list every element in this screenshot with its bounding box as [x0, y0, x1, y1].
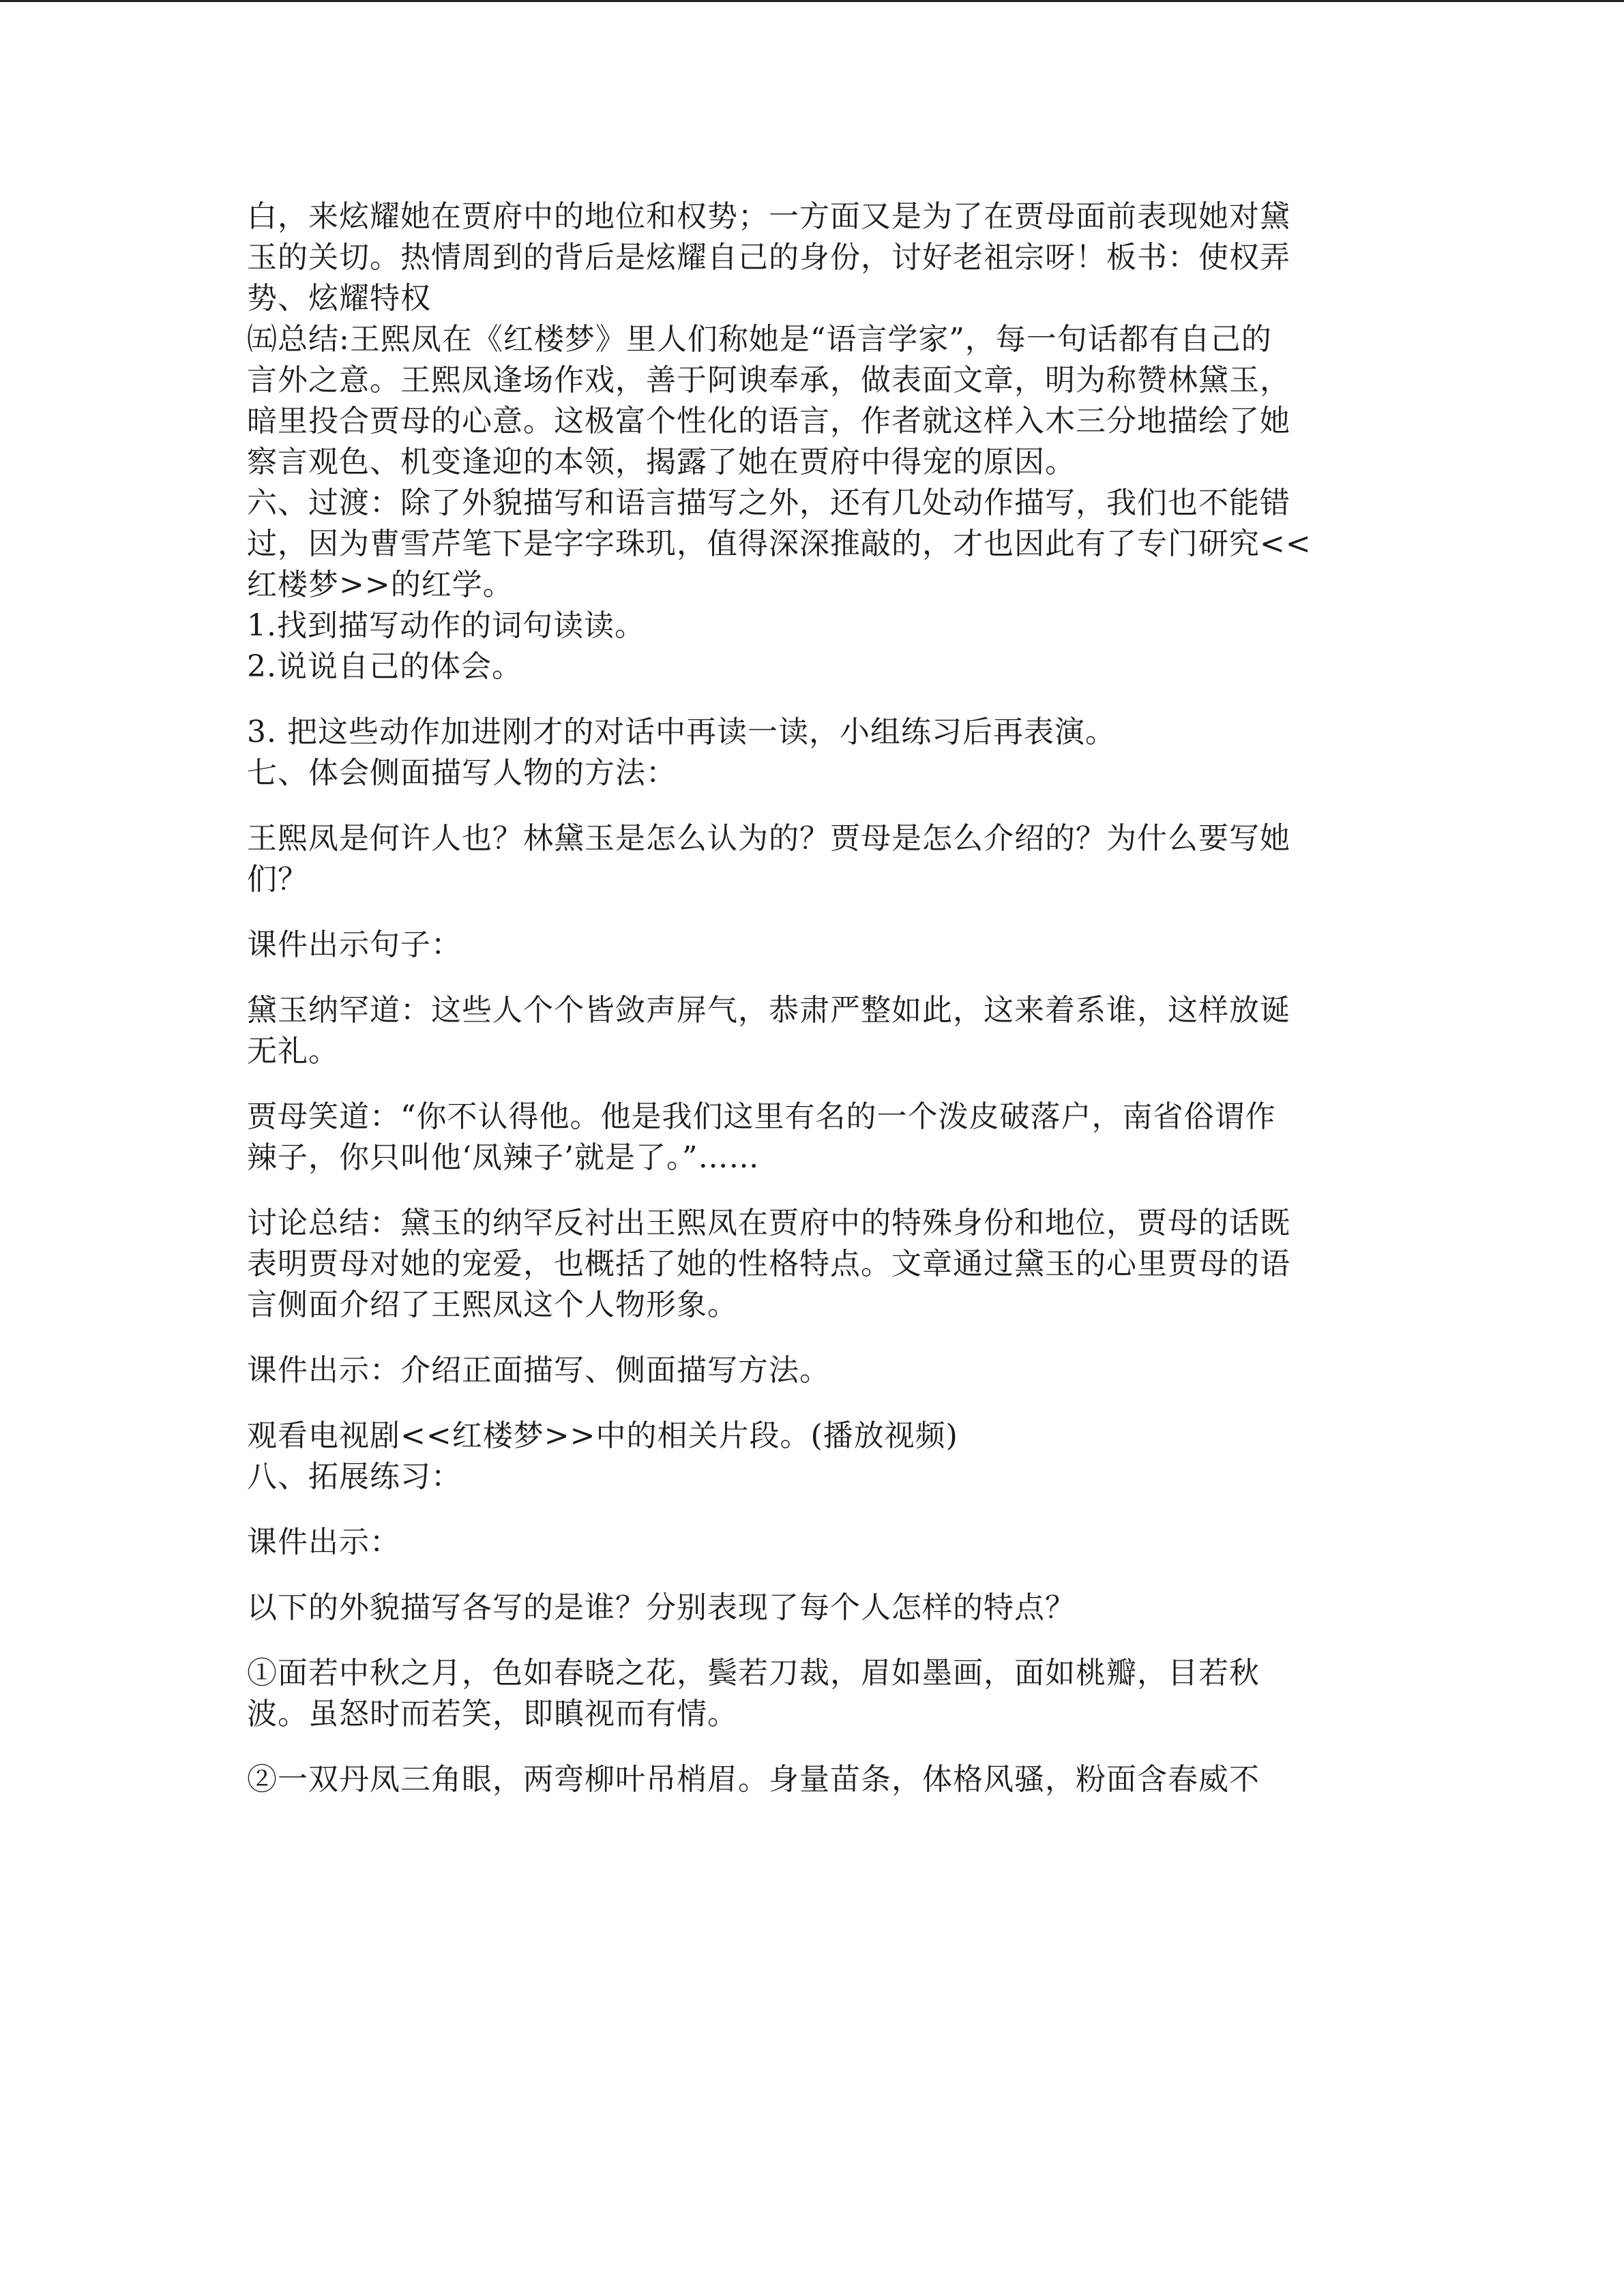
text-line: ㈤总结:王熙凤在《红楼梦》里人们称她是“语言学家”，每一句话都有自己的 — [247, 322, 1272, 357]
text-line: 王熙凤是何许人也？林黛玉是怎么认为的？贾母是怎么介绍的？为什么要写她 — [247, 821, 1290, 856]
text-line: 言侧面介绍了王熙凤这个人物形象。 — [247, 1287, 738, 1322]
text-line: 观看电视剧<<红楼梦>>中的相关片段。(播放视频) — [247, 1418, 958, 1453]
page-top-border — [0, 0, 1624, 2]
text-line: 波。虽怒时而若笑，即瞋视而有情。 — [247, 1697, 738, 1731]
text-line: 红楼梦>>的红学。 — [247, 567, 514, 602]
text-line: 辣子，你只叫他‘凤辣子’就是了。”…… — [247, 1140, 760, 1175]
text-line: 势、炫耀特权 — [247, 281, 431, 316]
text-line: 讨论总结：黛玉的纳罕反衬出王熙凤在贾府中的特殊身份和地位，贾母的话既 — [247, 1206, 1290, 1240]
list-item-3: 3. 把这些动作加进刚才的对话中再读一读，小组练习后再表演。 — [247, 715, 1116, 749]
text-line: 无礼。 — [247, 1034, 339, 1069]
text-line: 黛玉纳罕道：这些人个个皆敛声屏气，恭肃严整如此，这来着系谁，这样放诞 — [247, 993, 1290, 1028]
text-line: ①面若中秋之月，色如春晓之花，鬓若刀裁，眉如墨画，面如桃瓣，目若秋 — [247, 1656, 1260, 1690]
text-line: 表明贾母对她的宠爱，也概括了她的性格特点。文章通过黛玉的心里贾母的语 — [247, 1247, 1290, 1281]
text-line: 暗里投合贾母的心意。这极富个性化的语言，作者就这样入木三分地描绘了她 — [247, 404, 1290, 438]
text-line: 们？ — [247, 862, 308, 897]
text-line: 言外之意。王熙凤逢场作戏，善于阿谀奉承，做表面文章，明为称赞林黛玉， — [247, 363, 1290, 398]
text-line: 以下的外貌描写各写的是谁？分别表现了每个人怎样的特点？ — [247, 1590, 1076, 1625]
section-heading-6: 六、过渡：除了外貌描写和语言描写之外，还有几处动作描写，我们也不能错 — [247, 486, 1290, 520]
text-line: ②一双丹凤三角眼，两弯柳叶吊梢眉。身量苗条，体格风骚，粉面含春威不 — [247, 1762, 1260, 1797]
text-line: 贾母笑道：“你不认得他。他是我们这里有名的一个泼皮破落户，南省俗谓作 — [247, 1099, 1276, 1134]
text-line: 玉的关切。热情周到的背后是炫耀自己的身份，讨好老祖宗呀！板书：使权弄 — [247, 240, 1290, 275]
text-line: 察言观色、机变逢迎的本领，揭露了她在贾府中得宠的原因。 — [247, 445, 1076, 479]
text-line: 白，来炫耀她在贾府中的地位和权势；一方面又是为了在贾母面前表现她对黛 — [247, 199, 1290, 234]
text-line: 课件出示：介绍正面描写、侧面描写方法。 — [247, 1353, 830, 1388]
text-line: 课件出示： — [247, 1525, 400, 1560]
text-line: 过，因为曹雪芹笔下是字字珠玑，值得深深推敲的，才也因此有了专门研究<< — [247, 526, 1312, 561]
list-item-2: 2.说说自己的体会。 — [247, 649, 522, 684]
section-heading-7: 七、体会侧面描写人物的方法： — [247, 756, 677, 790]
text-line: 课件出示句子： — [247, 927, 462, 962]
section-heading-8: 八、拓展练习： — [247, 1459, 462, 1494]
list-item-1: 1.找到描写动作的词句读读。 — [247, 608, 645, 643]
